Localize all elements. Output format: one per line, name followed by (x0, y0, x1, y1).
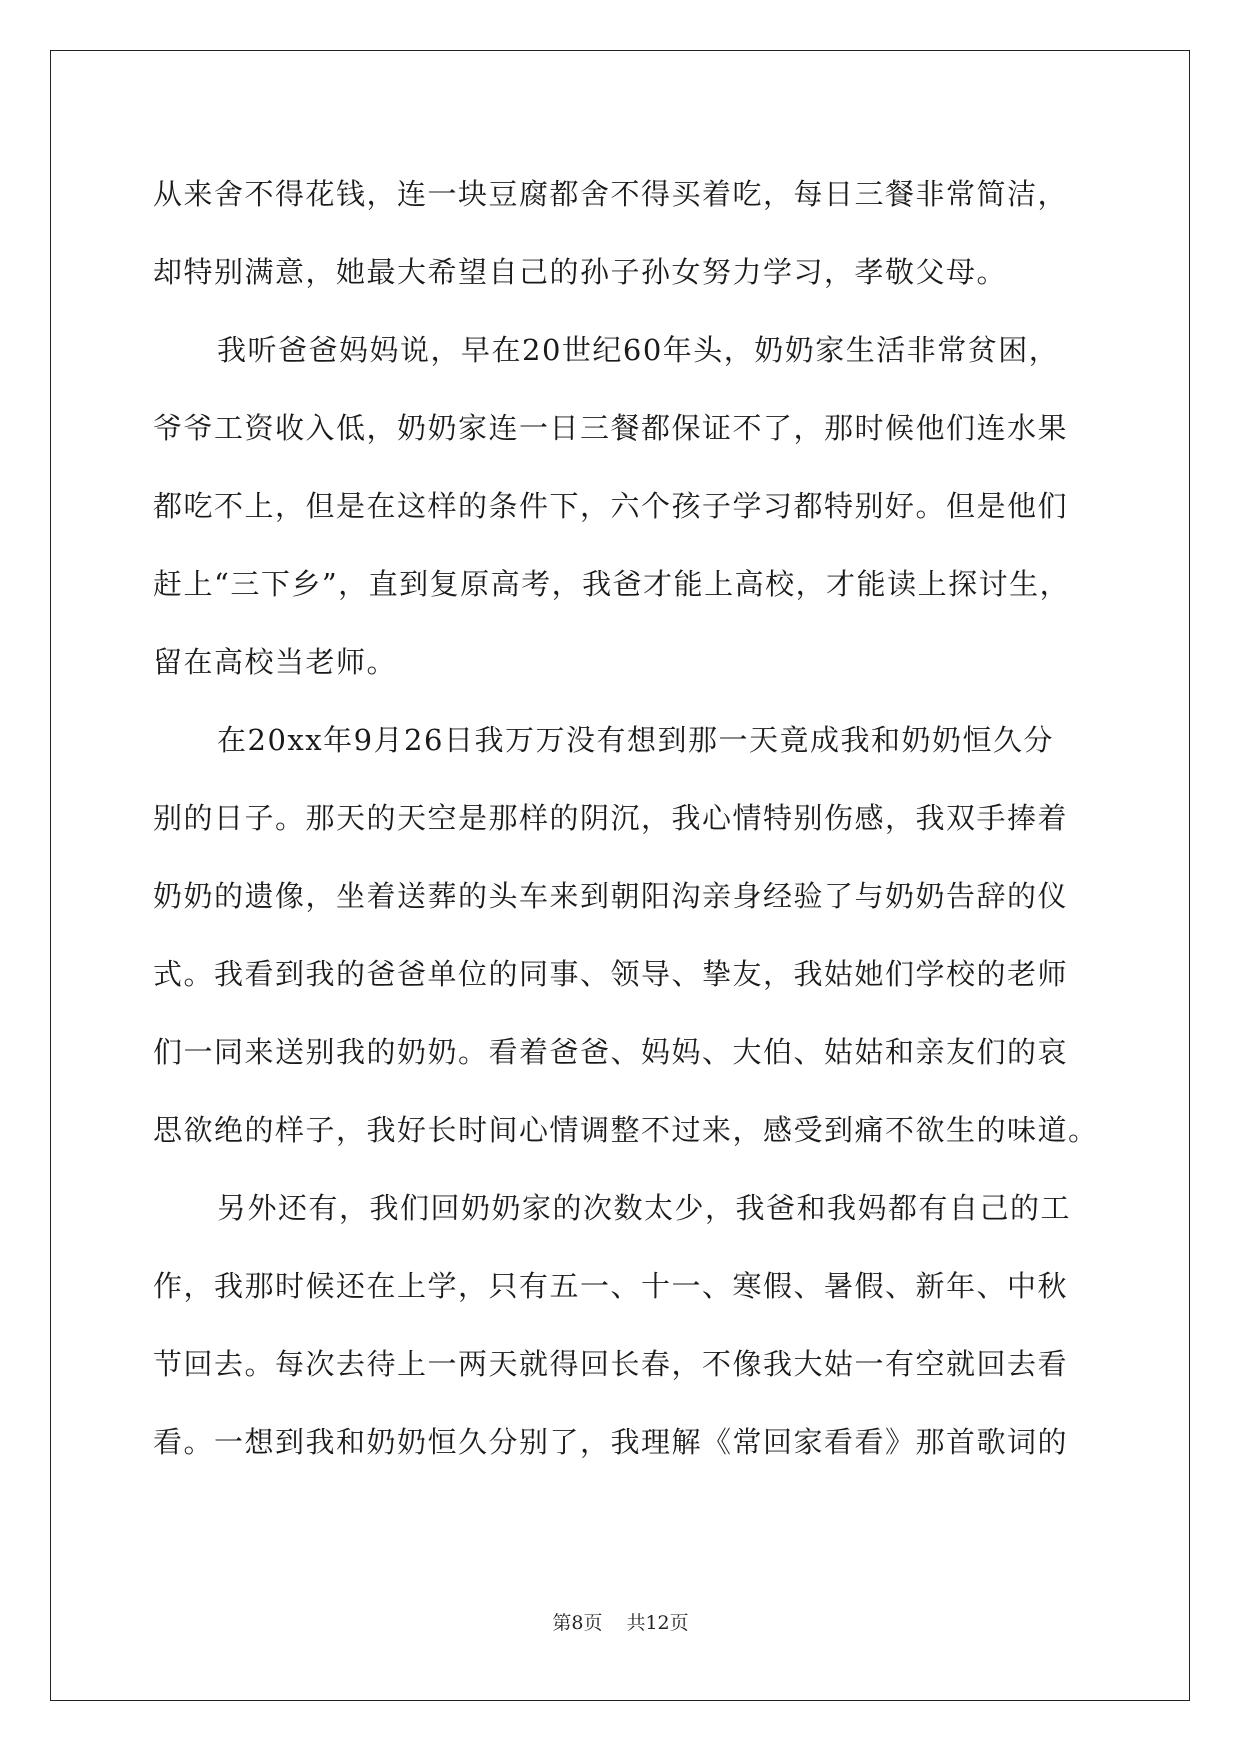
paragraph-start-line: 另外还有，我们回奶奶家的次数太少，我爸和我妈都有自己的工 (217, 1191, 1072, 1225)
document-body (153, 155, 1099, 1481)
text-line: 思欲绝的样子，我好长时间心情调整不过来，感受到痛不欲生的味道。 (153, 1113, 1099, 1147)
text-line: 都吃不上，但是在这样的条件下，六个孩子学习都特别好。但是他们 (153, 489, 1069, 523)
paragraph-start-line: 在20xx年9月26日我万万没有想到那一天竟成我和奶奶恒久分 (217, 723, 1054, 757)
text-line: 作，我那时候还在上学，只有五一、十一、寒假、暑假、新年、中秋 (153, 1269, 1069, 1303)
text-line: 从来舍不得花钱，连一块豆腐都舍不得买着吃，每日三餐非常简洁， (153, 177, 1069, 211)
text-line: 们一同来送别我的奶奶。看着爸爸、妈妈、大伯、姑姑和亲友们的哀 (153, 1035, 1069, 1069)
page-total: 共12页 (626, 1612, 689, 1634)
text-line: 留在高校当老师。 (153, 645, 398, 679)
page-number: 第8页 (552, 1612, 603, 1634)
text-line: 却特别满意，她最大希望自己的孙子孙女努力学习，孝敬父母。 (153, 255, 1008, 289)
paragraph-start-line: 我听爸爸妈妈说，早在20世纪60年头，奶奶家生活非常贫困， (217, 333, 1060, 367)
text-line: 爷爷工资收入低，奶奶家连一日三餐都保证不了，那时候他们连水果 (153, 411, 1069, 445)
text-line: 节回去。每次去待上一两天就得回长春，不像我大姑一有空就回去看 (153, 1347, 1069, 1381)
text-line: 赶上“三下乡”，直到复原高考，我爸才能上高校，才能读上探讨生， (153, 567, 1071, 601)
page-footer (0, 1608, 1241, 1635)
text-line: 别的日子。那天的天空是那样的阴沉，我心情特别伤感，我双手捧着 (153, 801, 1069, 835)
text-line: 看。一想到我和奶奶恒久分别了，我理解《常回家看看》那首歌词的 (153, 1425, 1069, 1459)
text-line: 式。我看到我的爸爸单位的同事、领导、挚友，我姑她们学校的老师 (153, 957, 1069, 991)
text-line: 奶奶的遗像，坐着送葬的头车来到朝阳沟亲身经验了与奶奶告辞的仪 (153, 879, 1069, 913)
